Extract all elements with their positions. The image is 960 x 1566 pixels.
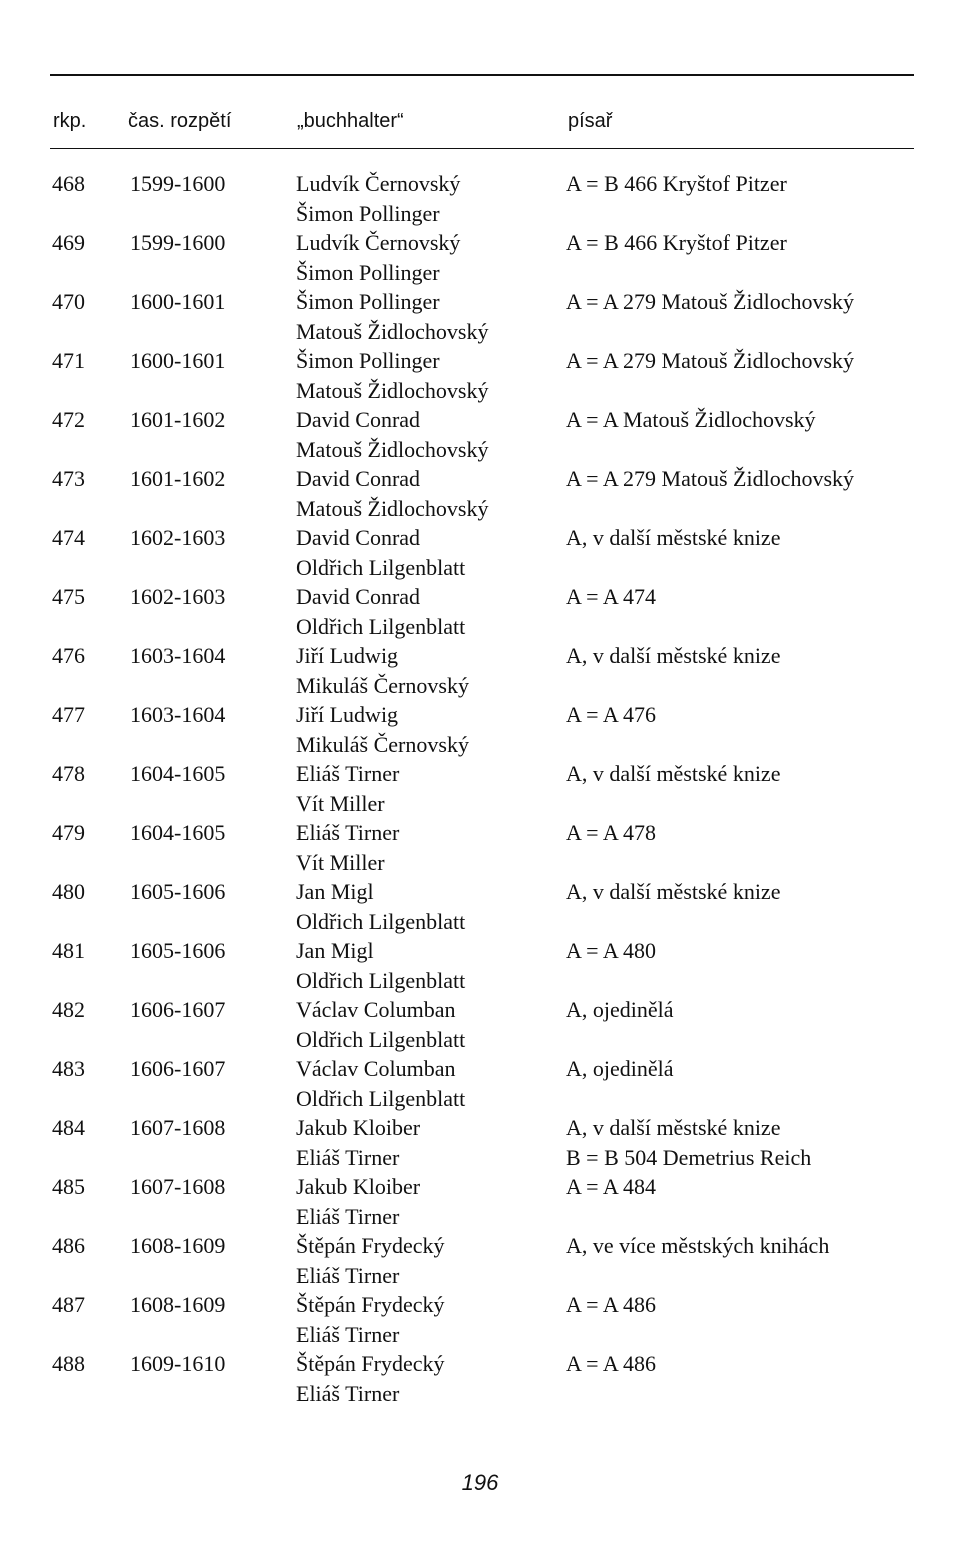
- cell-pisar: [566, 228, 787, 258]
- pisar-entry: A = A 279 Matouš Židlochovský: [566, 348, 855, 373]
- cell-cas-rozpeti: 1604-1605: [130, 820, 226, 845]
- table-row: [0, 405, 960, 464]
- cell-buchhalter: [296, 641, 469, 701]
- buchhalter-name: Ludvík Černovský: [296, 171, 461, 196]
- pisar-entry: A, v další městské knize: [566, 1115, 781, 1140]
- cell-rkp: 485: [52, 1174, 85, 1199]
- buchhalter-name: Matouš Židlochovský: [296, 496, 489, 521]
- cell-cas-rozpeti: 1606-1607: [130, 997, 226, 1022]
- top-rule: [50, 74, 914, 76]
- buchhalter-name: David Conrad: [296, 525, 421, 550]
- table-row: [0, 346, 960, 405]
- table-row: [0, 464, 960, 523]
- cell-buchhalter: [296, 169, 460, 229]
- buchhalter-name: Vít Miller: [296, 850, 385, 875]
- table-row: [0, 641, 960, 700]
- cell-cas-rozpeti: 1605-1606: [130, 938, 226, 963]
- pisar-entry: B = B 504 Demetrius Reich: [566, 1145, 812, 1170]
- cell-cas-rozpeti: 1601-1602: [130, 466, 226, 491]
- buchhalter-name: Jiří Ludwig: [296, 643, 399, 668]
- cell-buchhalter: [296, 818, 399, 878]
- cell-rkp: 473: [52, 466, 85, 491]
- buchhalter-name: Štěpán Frydecký: [296, 1292, 445, 1317]
- buchhalter-name: David Conrad: [296, 584, 421, 609]
- buchhalter-name: Ludvík Černovský: [296, 230, 461, 255]
- cell-pisar: [566, 700, 656, 730]
- cell-pisar: [566, 995, 674, 1025]
- cell-cas-rozpeti: 1607-1608: [130, 1174, 226, 1199]
- buchhalter-name: Eliáš Tirner: [296, 1145, 400, 1170]
- cell-rkp: 486: [52, 1233, 85, 1258]
- buchhalter-name: Eliáš Tirner: [296, 820, 400, 845]
- cell-cas-rozpeti: 1608-1609: [130, 1233, 226, 1258]
- cell-pisar: [566, 818, 656, 848]
- pisar-entry: A, ojedinělá: [566, 1056, 674, 1081]
- cell-rkp: 487: [52, 1292, 85, 1317]
- pisar-entry: A = B 466 Kryštof Pitzer: [566, 230, 787, 255]
- buchhalter-name: David Conrad: [296, 407, 421, 432]
- cell-buchhalter: [296, 405, 489, 465]
- table-row: [0, 759, 960, 818]
- table-row: [0, 1290, 960, 1349]
- cell-buchhalter: [296, 995, 465, 1055]
- cell-buchhalter: [296, 1231, 444, 1291]
- buchhalter-name: Eliáš Tirner: [296, 1322, 400, 1347]
- buchhalter-name: Vít Miller: [296, 791, 385, 816]
- buchhalter-name: Mikuláš Černovský: [296, 673, 469, 698]
- cell-pisar: [566, 523, 780, 553]
- cell-cas-rozpeti: 1609-1610: [130, 1351, 226, 1376]
- pisar-entry: A = A 474: [566, 584, 657, 609]
- pisar-entry: A, v další městské knize: [566, 525, 781, 550]
- cell-buchhalter: [296, 936, 465, 996]
- table-row: [0, 1231, 960, 1290]
- pisar-entry: A = A 476: [566, 702, 657, 727]
- cell-pisar: [566, 759, 780, 789]
- cell-buchhalter: [296, 228, 460, 288]
- header-rkp: rkp.: [53, 110, 87, 132]
- cell-cas-rozpeti: 1599-1600: [130, 171, 226, 196]
- cell-pisar: [566, 169, 787, 199]
- buchhalter-name: Štěpán Frydecký: [296, 1233, 445, 1258]
- cell-pisar: [566, 1172, 656, 1202]
- cell-rkp: 471: [52, 348, 85, 373]
- pisar-entry: A = A 484: [566, 1174, 657, 1199]
- pisar-entry: A = A 480: [566, 938, 657, 963]
- manuscript-table: [0, 169, 960, 1408]
- cell-rkp: 470: [52, 289, 85, 314]
- table-row: [0, 1349, 960, 1408]
- table-row: [0, 877, 960, 936]
- buchhalter-name: Oldřich Lilgenblatt: [296, 555, 466, 580]
- table-row: [0, 228, 960, 287]
- cell-pisar: [566, 346, 854, 376]
- cell-rkp: 469: [52, 230, 85, 255]
- pisar-entry: A = A 486: [566, 1292, 657, 1317]
- cell-buchhalter: [296, 1349, 444, 1409]
- cell-buchhalter: [296, 1172, 420, 1232]
- buchhalter-name: Jiří Ludwig: [296, 702, 399, 727]
- cell-buchhalter: [296, 700, 469, 760]
- pisar-entry: A, v další městské knize: [566, 761, 781, 786]
- cell-cas-rozpeti: 1606-1607: [130, 1056, 226, 1081]
- buchhalter-name: Eliáš Tirner: [296, 1204, 400, 1229]
- cell-pisar: [566, 1113, 811, 1173]
- cell-cas-rozpeti: 1601-1602: [130, 407, 226, 432]
- cell-buchhalter: [296, 877, 465, 937]
- buchhalter-name: Matouš Židlochovský: [296, 319, 489, 344]
- cell-cas-rozpeti: 1607-1608: [130, 1115, 226, 1140]
- cell-cas-rozpeti: 1605-1606: [130, 879, 226, 904]
- pisar-entry: A, ojedinělá: [566, 997, 674, 1022]
- cell-cas-rozpeti: 1600-1601: [130, 289, 226, 314]
- table-row: [0, 700, 960, 759]
- cell-pisar: [566, 582, 656, 612]
- cell-rkp: 474: [52, 525, 85, 550]
- cell-cas-rozpeti: 1604-1605: [130, 761, 226, 786]
- cell-rkp: 472: [52, 407, 85, 432]
- table-header: [0, 110, 960, 140]
- cell-pisar: [566, 1290, 656, 1320]
- pisar-entry: A = A Matouš Židlochovský: [566, 407, 816, 432]
- cell-rkp: 488: [52, 1351, 85, 1376]
- buchhalter-name: Jan Migl: [296, 879, 374, 904]
- pisar-entry: A, v další městské knize: [566, 879, 781, 904]
- cell-rkp: 478: [52, 761, 85, 786]
- buchhalter-name: David Conrad: [296, 466, 421, 491]
- cell-rkp: 482: [52, 997, 85, 1022]
- buchhalter-name: Václav Columban: [296, 1056, 456, 1081]
- buchhalter-name: Šimon Pollinger: [296, 201, 440, 226]
- buchhalter-name: Jakub Kloiber: [296, 1115, 421, 1140]
- buchhalter-name: Matouš Židlochovský: [296, 378, 489, 403]
- pisar-entry: A = A 486: [566, 1351, 657, 1376]
- buchhalter-name: Oldřich Lilgenblatt: [296, 1086, 466, 1111]
- buchhalter-name: Oldřich Lilgenblatt: [296, 909, 466, 934]
- cell-buchhalter: [296, 523, 465, 583]
- buchhalter-name: Šimon Pollinger: [296, 260, 440, 285]
- cell-rkp: 483: [52, 1056, 85, 1081]
- cell-pisar: [566, 877, 780, 907]
- cell-rkp: 480: [52, 879, 85, 904]
- buchhalter-name: Oldřich Lilgenblatt: [296, 614, 466, 639]
- cell-cas-rozpeti: 1602-1603: [130, 584, 226, 609]
- cell-buchhalter: [296, 1290, 444, 1350]
- cell-pisar: [566, 936, 656, 966]
- table-row: [0, 523, 960, 582]
- cell-rkp: 479: [52, 820, 85, 845]
- header-rule: [50, 148, 914, 149]
- header-buchhalter: „buchhalter“: [297, 110, 404, 132]
- cell-rkp: 476: [52, 643, 85, 668]
- pisar-entry: A, ve více městských knihách: [566, 1233, 830, 1258]
- cell-buchhalter: [296, 346, 489, 406]
- table-row: [0, 936, 960, 995]
- pisar-entry: A = A 279 Matouš Židlochovský: [566, 289, 855, 314]
- pisar-entry: A, v další městské knize: [566, 643, 781, 668]
- cell-buchhalter: [296, 759, 399, 819]
- cell-rkp: 477: [52, 702, 85, 727]
- buchhalter-name: Oldřich Lilgenblatt: [296, 968, 466, 993]
- cell-cas-rozpeti: 1602-1603: [130, 525, 226, 550]
- cell-pisar: [566, 1054, 674, 1084]
- page-number: 196: [461, 1470, 499, 1495]
- cell-cas-rozpeti: 1599-1600: [130, 230, 226, 255]
- cell-cas-rozpeti: 1608-1609: [130, 1292, 226, 1317]
- cell-pisar: [566, 405, 816, 435]
- cell-pisar: [566, 287, 854, 317]
- table-row: [0, 1054, 960, 1113]
- cell-cas-rozpeti: 1600-1601: [130, 348, 226, 373]
- cell-pisar: [566, 464, 854, 494]
- cell-rkp: 484: [52, 1115, 85, 1140]
- header-pisar: písař: [568, 110, 613, 132]
- cell-buchhalter: [296, 1113, 420, 1173]
- buchhalter-name: Šimon Pollinger: [296, 348, 440, 373]
- pisar-entry: A = A 279 Matouš Židlochovský: [566, 466, 855, 491]
- pisar-entry: A = A 478: [566, 820, 657, 845]
- cell-pisar: [566, 641, 780, 671]
- table-row: [0, 1113, 960, 1172]
- buchhalter-name: Václav Columban: [296, 997, 456, 1022]
- buchhalter-name: Jakub Kloiber: [296, 1174, 421, 1199]
- cell-buchhalter: [296, 582, 465, 642]
- header-cas-rozpeti: čas. rozpětí: [128, 110, 232, 132]
- buchhalter-name: Eliáš Tirner: [296, 1263, 400, 1288]
- buchhalter-name: Jan Migl: [296, 938, 374, 963]
- buchhalter-name: Eliáš Tirner: [296, 761, 400, 786]
- cell-cas-rozpeti: 1603-1604: [130, 643, 226, 668]
- cell-rkp: 481: [52, 938, 85, 963]
- pisar-entry: A = B 466 Kryštof Pitzer: [566, 171, 787, 196]
- buchhalter-name: Matouš Židlochovský: [296, 437, 489, 462]
- cell-cas-rozpeti: 1603-1604: [130, 702, 226, 727]
- table-row: [0, 169, 960, 228]
- table-row: [0, 818, 960, 877]
- buchhalter-name: Oldřich Lilgenblatt: [296, 1027, 466, 1052]
- cell-pisar: [566, 1231, 829, 1261]
- cell-buchhalter: [296, 1054, 465, 1114]
- buchhalter-name: Eliáš Tirner: [296, 1381, 400, 1406]
- table-row: [0, 1172, 960, 1231]
- cell-pisar: [566, 1349, 656, 1379]
- table-row: [0, 287, 960, 346]
- buchhalter-name: Štěpán Frydecký: [296, 1351, 445, 1376]
- cell-buchhalter: [296, 287, 489, 347]
- table-row: [0, 582, 960, 641]
- buchhalter-name: Šimon Pollinger: [296, 289, 440, 314]
- buchhalter-name: Mikuláš Černovský: [296, 732, 469, 757]
- table-row: [0, 995, 960, 1054]
- cell-rkp: 475: [52, 584, 85, 609]
- cell-rkp: 468: [52, 171, 85, 196]
- cell-buchhalter: [296, 464, 489, 524]
